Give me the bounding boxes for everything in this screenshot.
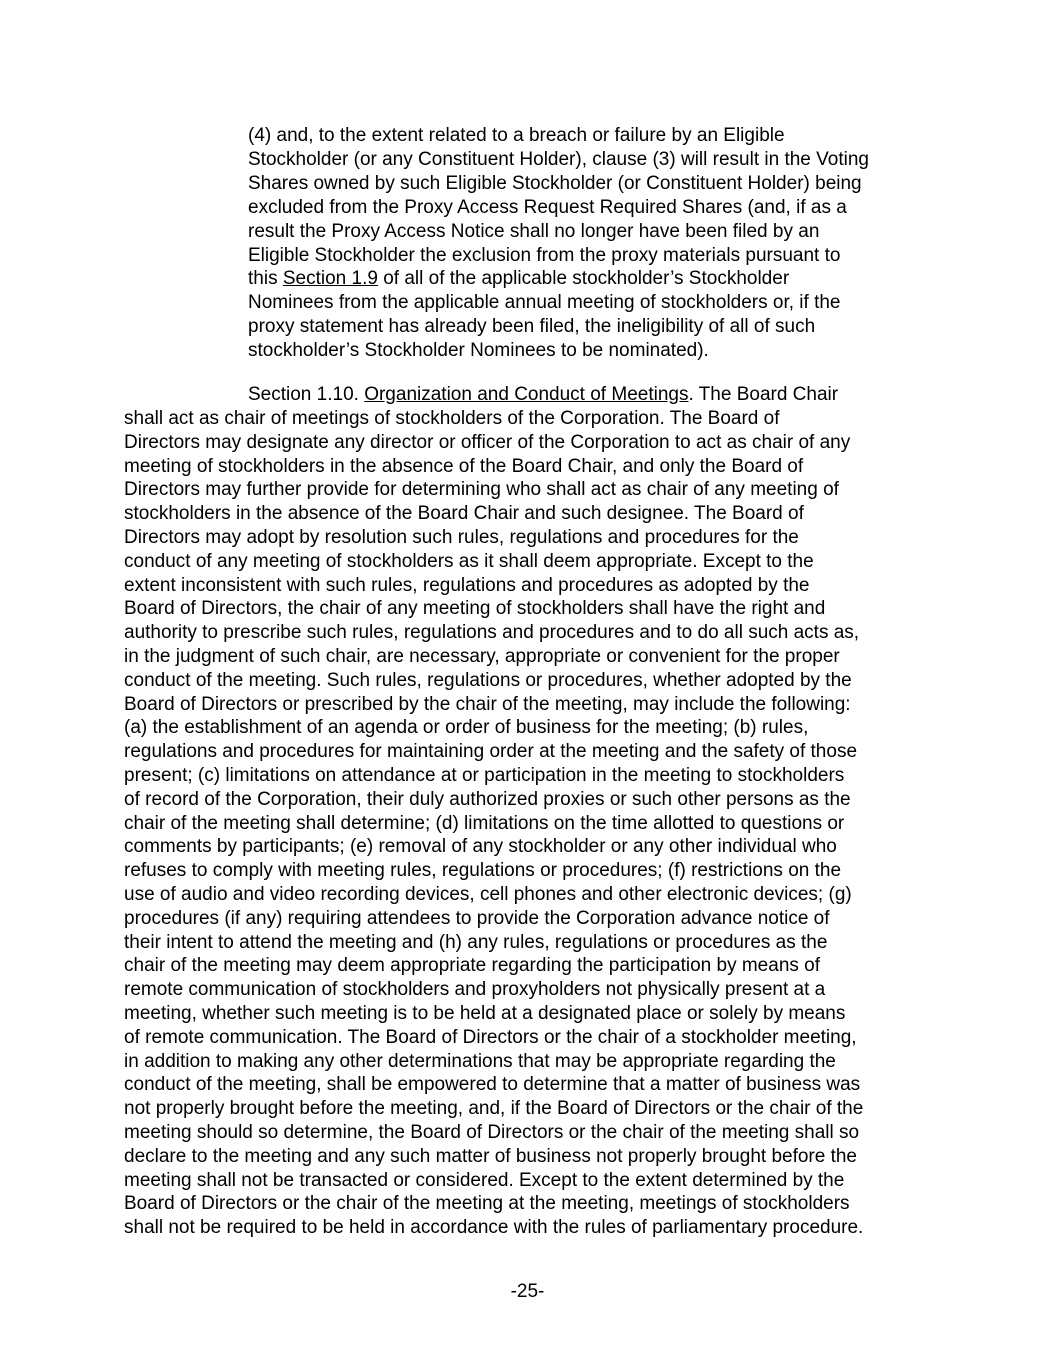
text-line: excluded from the Proxy Access Request Required Shares (and, if as a (248, 196, 847, 218)
text-line: Stockholder (or any Constituent Holder), clause (3) will result in the Voting (248, 148, 869, 170)
text-line: (4) and, to the extent related to a breach or failure by an Eligible (248, 125, 785, 146)
text-line: of remote communication. The Board of Directors or the chair of a stockholder meeting, (124, 1026, 857, 1048)
text-line: meeting shall not be transacted or considered. Except to the extent determined by the (124, 1169, 845, 1191)
text-line: Board of Directors, the chair of any meeting of stockholders shall have the right and (124, 598, 826, 620)
text-line: in addition to making any other determinations that may be appropriate regarding the (124, 1050, 836, 1072)
text-line: chair of the meeting shall determine; (d) limitations on the time allotted to questions or (124, 812, 845, 834)
text-line: Directors may further provide for determining who shall act as chair of any meeting of (124, 479, 839, 501)
text-line: use of audio and video recording devices, cell phones and other electronic devices; (g) (124, 884, 852, 905)
text-line: shall not be required to be held in accordance with the rules of parliamentary procedure. (124, 1217, 864, 1239)
section-title: Organization and Conduct of Meetings (364, 384, 689, 405)
section-heading-tail: . The Board Chair (688, 384, 839, 405)
text-line: meeting of stockholders in the absence of the Board Chair, and only the Board of (124, 455, 804, 477)
text-line: stockholders in the absence of the Board Chair and such designee. The Board of (124, 503, 804, 525)
text-line: Eligible Stockholder the exclusion from the proxy materials pursuant to (248, 244, 841, 266)
text-line: result the Proxy Access Notice shall no longer have been filed by an (248, 220, 820, 242)
section-number: Section 1.10. (248, 384, 365, 405)
text-line: (a) the establishment of an agenda or order of business for the meeting; (b) rules, (124, 717, 809, 739)
text-line: procedures (if any) requiring attendees to provide the Corporation advance notice of (124, 907, 830, 929)
text-line: Shares owned by such Eligible Stockholder (or Constituent Holder) being (248, 172, 862, 194)
text-line: authority to prescribe such rules, regulations and procedures and to do all such acts as, (124, 622, 860, 644)
text-line: of record of the Corporation, their duly authorized proxies or such other persons as the (124, 788, 851, 810)
text-line: comments by participants; (e) removal of any stockholder or any other individual who (124, 836, 837, 858)
text-line: present; (c) limitations on attendance at or participation in the meeting to stockholders (124, 765, 845, 786)
text-line: proxy statement has already been filed, the ineligibility of all of such (248, 316, 816, 338)
text-line: their intent to attend the meeting and (h) any rules, regulations or procedures as the (124, 931, 828, 953)
text-line: regulations and procedures for maintaining order at the meeting and the safety of those (124, 741, 858, 763)
text-segment: of all of the applicable stockholder’s Stockholder (377, 268, 790, 290)
text-line: conduct of any meeting of stockholders as it shall deem appropriate. Except to the (124, 550, 814, 572)
text-line: not properly brought before the meeting, and, if the Board of Directors or the chair of the (124, 1098, 864, 1120)
text-line: Directors may designate any director or officer of the Corporation to act as chair of any (124, 431, 851, 453)
text-line: conduct of the meeting. Such rules, regulations or procedures, whether adopted by the (124, 669, 852, 691)
text-line: refuses to comply with meeting rules, regulations or procedures; (f) restrictions on the (124, 860, 842, 882)
page-number: -25- (510, 1281, 545, 1302)
text-line: chair of the meeting may deem appropriate regarding the participation by means of (124, 955, 821, 977)
text-line: meeting should so determine, the Board of Directors or the chair of the meeting shall so (124, 1122, 860, 1143)
text-line: shall act as chair of meetings of stockholders of the Corporation. The Board of (124, 408, 780, 429)
text-line: extent inconsistent with such rules, regulations and procedures as adopted by the (124, 574, 810, 596)
text-line: Nominees from the applicable annual meeting of stockholders or, if the (248, 292, 841, 314)
section-1-10-heading-line (248, 383, 838, 407)
text-line (248, 267, 789, 291)
text-line: remote communication of stockholders and proxyholders not physically present at a (124, 979, 826, 1001)
text-line: in the judgment of such chair, are necessary, appropriate or convenient for the proper (124, 646, 840, 667)
section-reference-link: Section 1.9 (282, 268, 378, 290)
text-line: Directors may adopt by resolution such rules, regulations and procedures for the (124, 527, 799, 548)
text-line: stockholder’s Stockholder Nominees to be nominated). (248, 340, 709, 362)
text-line: Board of Directors or the chair of the meeting at the meeting, meetings of stockholders (124, 1193, 850, 1215)
text-line: conduct of the meeting, shall be empowered to determine that a matter of business was (124, 1074, 861, 1096)
text-line: meeting, whether such meeting is to be held at a designated place or solely by means (124, 1003, 846, 1024)
text-segment: this (248, 268, 283, 290)
text-line: declare to the meeting and any such matter of business not properly brought before the (124, 1145, 858, 1167)
text-line: Board of Directors or prescribed by the chair of the meeting, may include the following: (124, 693, 851, 715)
